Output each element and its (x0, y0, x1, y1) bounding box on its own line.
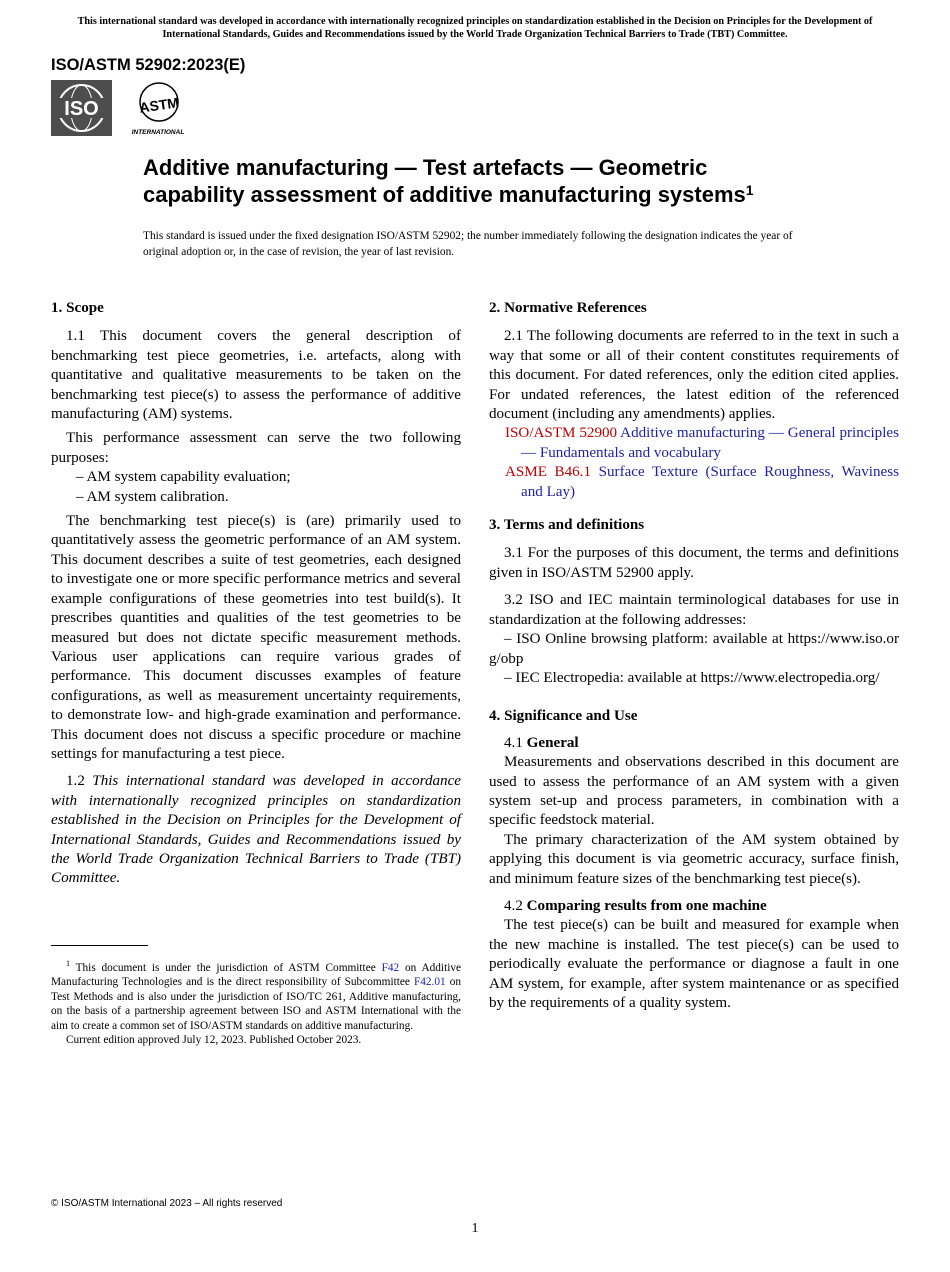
subsection-4-1-number: 4.1 (504, 734, 523, 751)
astm-logo-subtext: INTERNATIONAL (131, 129, 185, 136)
paragraph-1-2-text: This international standard was developed in accordance with internationally recognized principles on standardization established in the Decision on Principles for the Development of International Standards, Guides and Recommendations issued by the World Trade Organization Technical Barriers to Trade (TBT) Committee. (51, 773, 461, 887)
purposes-intro: This performance assessment can serve the two following purposes: (51, 430, 461, 466)
reference-code: ISO/ASTM 52900 (505, 425, 618, 442)
reference-code: ASME B46.1 (505, 464, 592, 481)
title-footnote-mark[interactable]: 1 (745, 182, 754, 198)
iso-logo-text: ISO (64, 98, 99, 120)
footnote-mark: 1 (66, 959, 70, 968)
footnote-text-a: This document is under the jurisdiction of ASTM Committee (75, 961, 376, 974)
footnote-rule (51, 945, 148, 946)
document-title (143, 154, 863, 208)
reference-item[interactable] (505, 424, 899, 463)
reference-list (505, 424, 899, 502)
paragraph-2-1: 2.1 The following documents are referred to in the text in such a way that some or all of their content constitutes requirements of this document. For dated references, only the edition cited applies. For undated references, the latest edition of the referenced document (including any amendments) applies. (489, 328, 899, 423)
subsection-4-1-heading (489, 734, 899, 753)
benchmark-paragraph: The benchmarking test piece(s) is (are) primarily used to quantitatively assess the geometric performance of an AM system. This document describes a suite of test geometries, each designed to investigate one or more specific performance metrics and several example configurations of these geometries into test build(s). It prescribes quantities and qualities of the test geometries to be measured but does not dictate specific measurement methods. Various user applications can require various grades of performance. This document discusses examples of feature configurations, as well as measurement uncertainty requirements, to demonstrate low- and high-grade examination and performance. This document does not discuss a specific procedure or machine settings for manufacturing a test piece. (51, 513, 461, 762)
address-iso: – ISO Online browsing platform: available at https://www.iso.org/obp (489, 631, 899, 667)
subsection-4-1-title: General (526, 734, 579, 751)
purpose-item: – AM system calibration. (76, 488, 229, 505)
standard-designation: ISO/ASTM 52902:2023(E) (51, 56, 246, 74)
title-line-1: Additive manufacturing — Test artefacts — Geometric (143, 155, 708, 180)
f42-link[interactable]: F42 (381, 961, 400, 974)
paragraph-4-2: The test piece(s) can be built and measured for example when the new machine is installed. The test piece(s) can be used to periodically evaluate the performance or diagnose a fault in one AM system, for example, after system maintenance or as specified by the requirements of a quality system. (489, 917, 899, 1011)
right-column (489, 299, 899, 1018)
footnote-text-b: on Additive Manufacturing Technologies and is the direct responsibility of Subcommittee (51, 961, 462, 989)
subsection-4-2-heading (489, 897, 899, 916)
paragraph-1-2 (51, 772, 461, 888)
iso-logo (51, 80, 112, 136)
page-number: 1 (471, 1221, 479, 1236)
reference-title: Surface Texture (Surface Roughness, Waviness and Lay) (521, 464, 899, 500)
reference-item[interactable] (505, 463, 899, 502)
title-line-2: capability assessment of additive manufacturing systems (143, 182, 746, 207)
astm-logo-text: ASTM (138, 94, 180, 116)
paragraph-1-2-number: 1.2 (66, 773, 85, 790)
development-notice: This international standard was developed in accordance with internationally recognized principles on standardization established in the Decision on Principles for the Development of International Standards, Guides and Recommendations issued by the World Trade Organization Technical Barriers to Trade (TBT) Committee. (77, 16, 873, 40)
purpose-item: – AM system capability evaluation; (76, 469, 291, 486)
subsection-4-2-number: 4.2 (504, 897, 523, 914)
paragraph-3-1: 3.1 For the purposes of this document, the terms and definitions given in ISO/ASTM 52900 apply. (489, 545, 899, 581)
footnote (51, 957, 461, 1048)
f4201-link[interactable]: F42.01 (413, 976, 446, 989)
terms-heading: 3. Terms and definitions (489, 517, 645, 534)
significance-heading: 4. Significance and Use (489, 708, 638, 725)
address-iec: – IEC Electropedia: available at https://www.electropedia.org/ (504, 669, 880, 686)
issued-note: This standard is issued under the fixed designation ISO/ASTM 52902; the number immediately following the designation indicates the year of original adoption or, in the case of revision, the year of last revision. (143, 230, 793, 258)
astm-logo (126, 80, 190, 136)
paragraph-3-2: 3.2 ISO and IEC maintain terminological databases for use in standardization at the following addresses: (489, 592, 899, 628)
reference-title: Additive manufacturing — General principles — Fundamentals and vocabulary (521, 425, 899, 461)
copyright-notice: © ISO/ASTM International 2023 – All rights reserved (51, 1198, 283, 1209)
normative-heading: 2. Normative References (489, 300, 647, 316)
subsection-4-2-title: Comparing results from one machine (526, 897, 767, 914)
paragraph-4-1a: Measurements and observations described in this document are used to assess the performance of an AM system with a given system set-up and process parameters, in combination with a specific feedstock material. (489, 754, 899, 829)
left-column (51, 299, 461, 894)
paragraph-4-1b: The primary characterization of the AM system obtained by applying this document is via geometric accuracy, surface finish, and minimum feature sizes of the benchmarking test piece(s). (489, 831, 899, 887)
footnote-text-c: on Test Methods and is also under the jurisdiction of ISO/TC 261, Additive manufacturing, on the basis of a partnership agreement between ISO and ASTM International with the aim to create a common set of ISO/ASTM standards on additive manufacturing. (51, 976, 461, 1032)
edition-note: Current edition approved July 12, 2023. Published October 2023. (66, 1034, 362, 1047)
scope-heading: 1. Scope (51, 300, 104, 316)
paragraph-1-1: 1.1 This document covers the general description of benchmarking test piece geometries, i.e. artefacts, along with quantitative and qualitative measurements to be taken on the benchmarking test piece(s) to assess the performance of additive manufacturing (AM) systems. (51, 328, 461, 423)
